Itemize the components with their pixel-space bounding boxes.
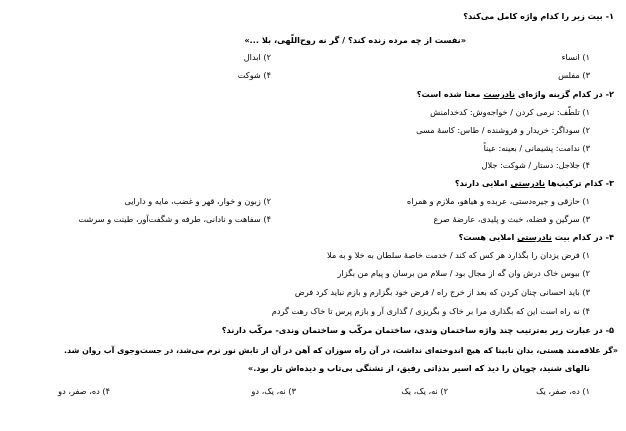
- q1-option-4[interactable]: ۴) شوکت: [237, 70, 271, 80]
- q1-verse: «نفست از چه مرده زنده کند؟ / گر نه روح‌اللّهی، بلا ...»: [244, 35, 466, 45]
- q1-option-2[interactable]: ۲) ابدال: [243, 52, 271, 62]
- q4-stem: ۴- در کدام بیت نادرستی املایی هست؟: [458, 232, 614, 242]
- q5-stem: ۵- در عبارت زیر به‌ترتیب چند واژه ساختمان وندی، ساختمان مرکّب و ساختمان وندی- مرکّب دارند؟: [221, 325, 614, 335]
- q1-stem: ۱- بیت زیر را کدام واژه کامل می‌کند؟: [463, 11, 614, 21]
- q5-text-line-2: نالهای شنید، چوپان را دید که اسیر بدذاتی رفیق، از تشنگی بی‌تاب و دیده‌اش تار بود.»: [247, 363, 590, 373]
- q2-stem: ۲- در کدام گزینه واژه‌ای نادرست معنا شده است؟: [416, 89, 614, 99]
- q4-option-4[interactable]: ۴) نه راه است این که بگذاری مرا بر خاک و بگریزی / گذاری آر و بازم پرس تا خاک رهت گردم: [271, 306, 590, 316]
- q4-option-2[interactable]: ۲) ببوس خاک درش وان گه از مجال بود / سلام من برسان و پیام من بگزار: [337, 268, 590, 278]
- q5-option-2[interactable]: ۲) نه، یک، یک: [401, 386, 448, 396]
- q4-option-3[interactable]: ۳) باید احسانی چنان کردن که بعد از خرج راه / فرض خود بگزارم و بازم نباید کرد فرض: [294, 287, 590, 297]
- q5-option-3[interactable]: ۳) نه، یک، دو: [251, 386, 296, 396]
- q3-option-4[interactable]: ۴) سفاهت و نادانی، طرفه و شگفت‌آور، طینت و سرشت: [78, 214, 271, 224]
- q2-option-3[interactable]: ۳) ندامت: پشیمانی / بعینه: عیناً: [483, 143, 590, 153]
- q5-option-4[interactable]: ۴) ده، صفر، دو: [58, 386, 110, 396]
- q3-option-3[interactable]: ۳) سرگین و فضله، خبث و پلیدی، عارضهٔ صرع: [433, 214, 590, 224]
- q3-option-1[interactable]: ۱) حازقی و جیره‌دستی، عربده و هیاهو، ملازم و همراه: [406, 196, 590, 206]
- q5-option-1[interactable]: ۱) ده، صفر، یک: [536, 386, 590, 396]
- q2-option-1[interactable]: ۱) تلطّف: نرمی کردن / خواجه‌وش: کدخدامنش: [430, 107, 590, 117]
- q2-option-4[interactable]: ۴) جلاجل: دستار / شوکت: جلال: [481, 160, 590, 170]
- q2-option-2[interactable]: ۲) سوداگر: خریدار و فروشنده / طاس: کاسهٔ مسی: [416, 125, 590, 135]
- q3-option-2[interactable]: ۲) زبون و خوار، قهر و غضب، مایه و دارایی: [124, 196, 271, 206]
- q2-stem-underlined: نادرست: [483, 89, 516, 99]
- q1-option-1[interactable]: ۱) انساء: [561, 52, 590, 62]
- q5-text-line-1: «گر علاقه‌مند هستی، بدان نابینا که هیچ اندوخته‌ای نداشت، در آن راه سوزان که آهن در آن از تابش نور نرم می‌شد، در جست‌وجوی آب روان شد.: [64, 346, 618, 355]
- q4-option-1[interactable]: ۱) فرض یزدان را بگذارد هر کس که کند / خدمت خاصهٔ سلطان به خلا و به ملا: [327, 250, 590, 260]
- q4-stem-underlined: نادرستی: [517, 232, 552, 242]
- q3-stem-underlined: نادرستی: [510, 178, 546, 188]
- q3-stem: ۳- کدام ترکیب‌ها نادرستی املایی دارند؟: [454, 178, 614, 188]
- q1-option-3[interactable]: ۳) مفلس: [558, 70, 590, 80]
